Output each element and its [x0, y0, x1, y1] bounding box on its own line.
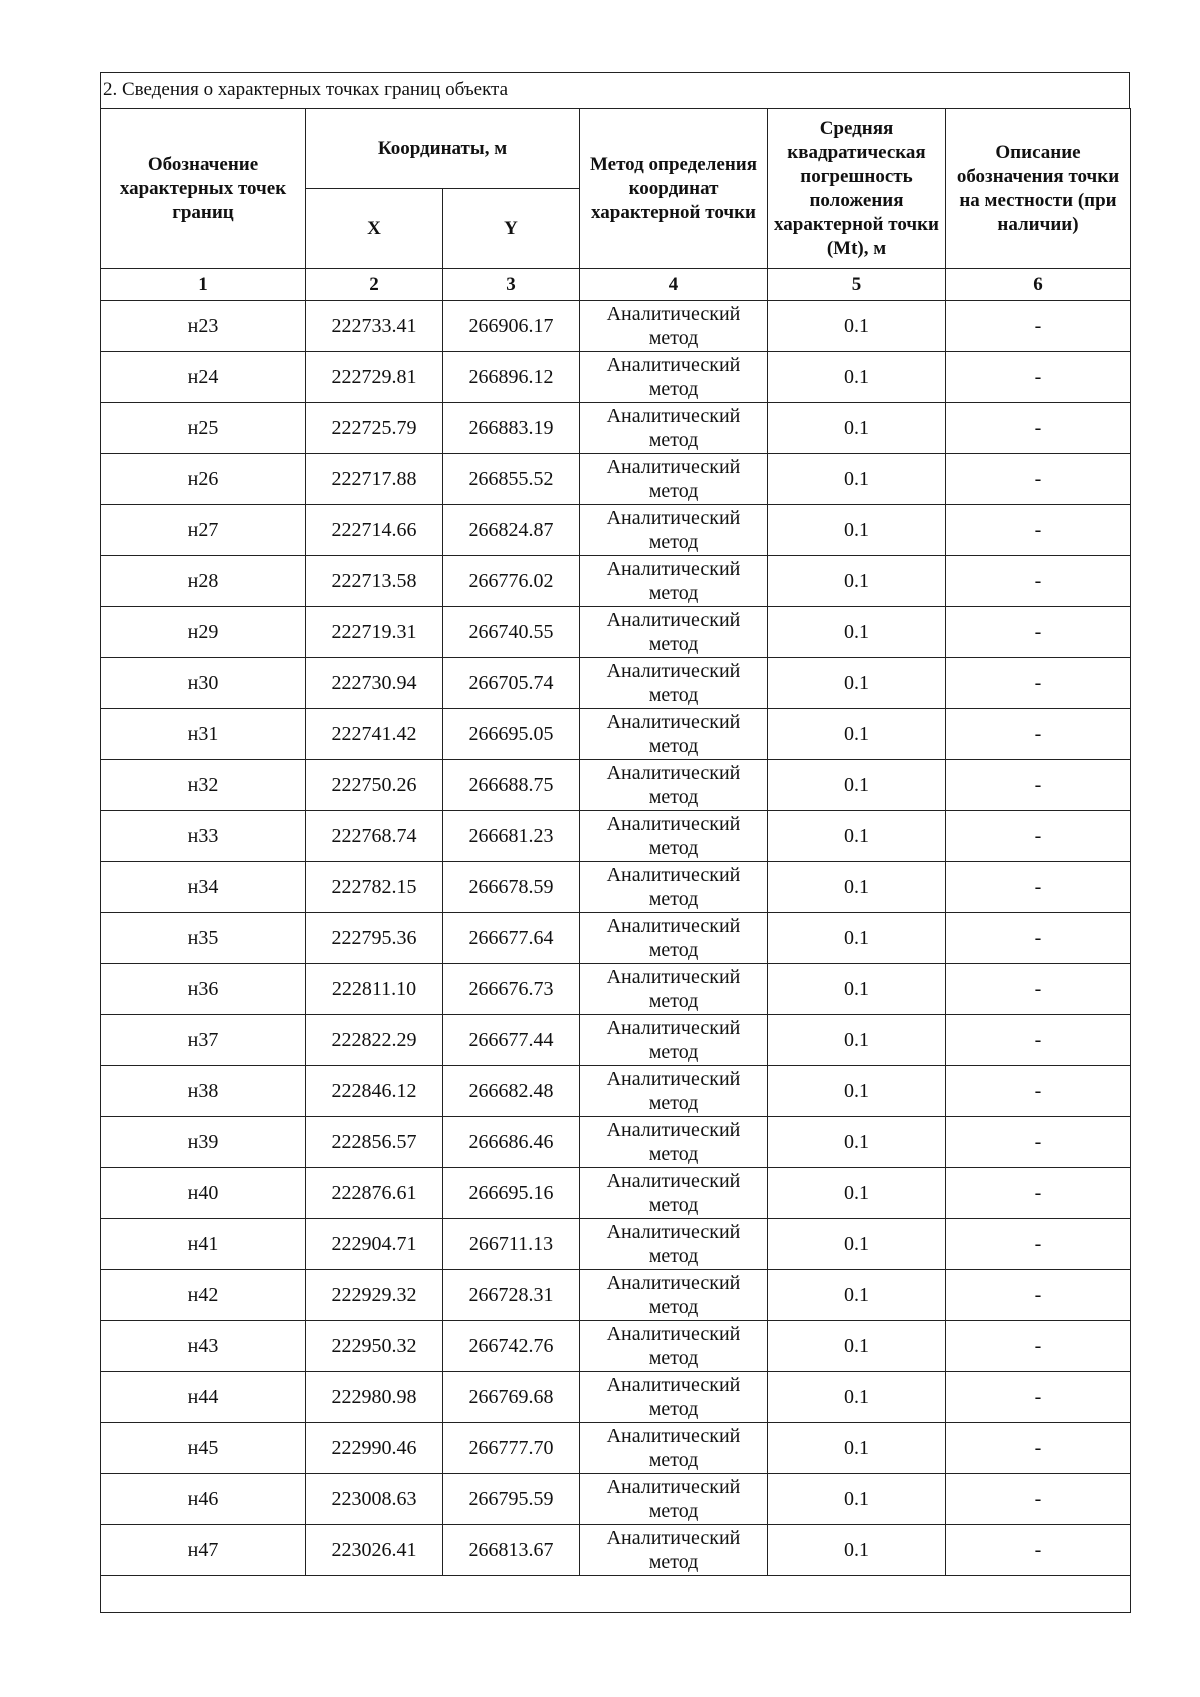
- description-cell: -: [946, 1168, 1131, 1219]
- description-cell: -: [946, 1117, 1131, 1168]
- y-cell: 266813.67: [443, 1525, 580, 1576]
- accuracy-cell: 0.1: [768, 760, 946, 811]
- accuracy-cell: 0.1: [768, 658, 946, 709]
- method-cell: Аналитический метод: [580, 1168, 768, 1219]
- x-cell: 222725.79: [306, 403, 443, 454]
- column-number: 6: [946, 269, 1131, 301]
- y-cell: 266695.05: [443, 709, 580, 760]
- boundary-points-sheet: [100, 72, 1130, 1613]
- description-cell: -: [946, 964, 1131, 1015]
- method-cell: Аналитический метод: [580, 1321, 768, 1372]
- table-row: [101, 454, 1131, 505]
- accuracy-cell: 0.1: [768, 1219, 946, 1270]
- description-cell: -: [946, 301, 1131, 352]
- table-row: [101, 760, 1131, 811]
- table-row: [101, 1474, 1131, 1525]
- description-cell: -: [946, 556, 1131, 607]
- y-cell: 266795.59: [443, 1474, 580, 1525]
- table-row: [101, 1066, 1131, 1117]
- accuracy-cell: 0.1: [768, 1423, 946, 1474]
- y-cell: 266705.74: [443, 658, 580, 709]
- method-cell: Аналитический метод: [580, 556, 768, 607]
- x-cell: 222846.12: [306, 1066, 443, 1117]
- point-cell: н28: [101, 556, 306, 607]
- method-cell: Аналитический метод: [580, 1474, 768, 1525]
- table-row: [101, 1321, 1131, 1372]
- method-cell: Аналитический метод: [580, 607, 768, 658]
- method-cell: Аналитический метод: [580, 403, 768, 454]
- x-cell: 222714.66: [306, 505, 443, 556]
- point-cell: н46: [101, 1474, 306, 1525]
- y-cell: 266686.46: [443, 1117, 580, 1168]
- column-number: 2: [306, 269, 443, 301]
- table-row: [101, 1525, 1131, 1576]
- point-cell: н44: [101, 1372, 306, 1423]
- y-cell: 266711.13: [443, 1219, 580, 1270]
- y-cell: 266883.19: [443, 403, 580, 454]
- description-cell: -: [946, 352, 1131, 403]
- description-cell: -: [946, 505, 1131, 556]
- point-cell: н36: [101, 964, 306, 1015]
- header-point-designation: Обозначение характерных точек границ: [101, 109, 306, 269]
- point-cell: н35: [101, 913, 306, 964]
- accuracy-cell: 0.1: [768, 1270, 946, 1321]
- point-cell: н38: [101, 1066, 306, 1117]
- x-cell: 223026.41: [306, 1525, 443, 1576]
- method-cell: Аналитический метод: [580, 1066, 768, 1117]
- x-cell: 222741.42: [306, 709, 443, 760]
- table-row: [101, 505, 1131, 556]
- point-cell: н32: [101, 760, 306, 811]
- y-cell: 266855.52: [443, 454, 580, 505]
- x-cell: 222822.29: [306, 1015, 443, 1066]
- x-cell: 222782.15: [306, 862, 443, 913]
- accuracy-cell: 0.1: [768, 1168, 946, 1219]
- method-cell: Аналитический метод: [580, 1372, 768, 1423]
- y-cell: 266676.73: [443, 964, 580, 1015]
- description-cell: -: [946, 913, 1131, 964]
- accuracy-cell: 0.1: [768, 1066, 946, 1117]
- y-cell: 266769.68: [443, 1372, 580, 1423]
- accuracy-cell: 0.1: [768, 1015, 946, 1066]
- y-cell: 266742.76: [443, 1321, 580, 1372]
- accuracy-cell: 0.1: [768, 556, 946, 607]
- x-cell: 223008.63: [306, 1474, 443, 1525]
- accuracy-cell: 0.1: [768, 913, 946, 964]
- x-cell: 222750.26: [306, 760, 443, 811]
- header-accuracy: Средняя квадратическая погрешность положения характерной точки (Mt), м: [768, 109, 946, 269]
- empty-footer-row: [101, 1576, 1131, 1613]
- method-cell: Аналитический метод: [580, 1219, 768, 1270]
- point-cell: н42: [101, 1270, 306, 1321]
- point-cell: н26: [101, 454, 306, 505]
- table-row: [101, 556, 1131, 607]
- table-row: [101, 1423, 1131, 1474]
- x-cell: 222733.41: [306, 301, 443, 352]
- description-cell: -: [946, 1525, 1131, 1576]
- accuracy-cell: 0.1: [768, 352, 946, 403]
- description-cell: -: [946, 709, 1131, 760]
- x-cell: 222980.98: [306, 1372, 443, 1423]
- table-body: [101, 301, 1131, 1576]
- y-cell: 266677.44: [443, 1015, 580, 1066]
- y-cell: 266678.59: [443, 862, 580, 913]
- description-cell: -: [946, 1321, 1131, 1372]
- description-cell: -: [946, 760, 1131, 811]
- x-cell: 222929.32: [306, 1270, 443, 1321]
- y-cell: 266695.16: [443, 1168, 580, 1219]
- section-title: 2. Сведения о характерных точках границ объекта: [100, 72, 1130, 108]
- accuracy-cell: 0.1: [768, 964, 946, 1015]
- column-number: 1: [101, 269, 306, 301]
- table-row: [101, 1168, 1131, 1219]
- header-method: Метод определения координат характерной точки: [580, 109, 768, 269]
- method-cell: Аналитический метод: [580, 454, 768, 505]
- description-cell: -: [946, 607, 1131, 658]
- accuracy-cell: 0.1: [768, 505, 946, 556]
- point-cell: н25: [101, 403, 306, 454]
- x-cell: 222811.10: [306, 964, 443, 1015]
- x-cell: 222729.81: [306, 352, 443, 403]
- point-cell: н34: [101, 862, 306, 913]
- accuracy-cell: 0.1: [768, 811, 946, 862]
- table-row: [101, 352, 1131, 403]
- x-cell: 222904.71: [306, 1219, 443, 1270]
- table-row: [101, 1219, 1131, 1270]
- x-cell: 222876.61: [306, 1168, 443, 1219]
- boundary-points-table: [100, 108, 1131, 1613]
- description-cell: -: [946, 1066, 1131, 1117]
- point-cell: н27: [101, 505, 306, 556]
- column-number: 5: [768, 269, 946, 301]
- y-cell: 266776.02: [443, 556, 580, 607]
- method-cell: Аналитический метод: [580, 862, 768, 913]
- column-number: 3: [443, 269, 580, 301]
- x-cell: 222990.46: [306, 1423, 443, 1474]
- table-row: [101, 709, 1131, 760]
- method-cell: Аналитический метод: [580, 1525, 768, 1576]
- point-cell: н40: [101, 1168, 306, 1219]
- point-cell: н23: [101, 301, 306, 352]
- method-cell: Аналитический метод: [580, 913, 768, 964]
- accuracy-cell: 0.1: [768, 403, 946, 454]
- y-cell: 266824.87: [443, 505, 580, 556]
- method-cell: Аналитический метод: [580, 1423, 768, 1474]
- point-cell: н24: [101, 352, 306, 403]
- x-cell: 222856.57: [306, 1117, 443, 1168]
- table-row: [101, 811, 1131, 862]
- description-cell: -: [946, 403, 1131, 454]
- method-cell: Аналитический метод: [580, 1015, 768, 1066]
- x-cell: 222719.31: [306, 607, 443, 658]
- description-cell: -: [946, 1474, 1131, 1525]
- table-row: [101, 403, 1131, 454]
- point-cell: н29: [101, 607, 306, 658]
- y-cell: 266677.64: [443, 913, 580, 964]
- table-row: [101, 1270, 1131, 1321]
- header-coordinates: Координаты, м: [306, 109, 580, 189]
- accuracy-cell: 0.1: [768, 1525, 946, 1576]
- header-description: Описание обозначения точки на местности (при наличии): [946, 109, 1131, 269]
- point-cell: н37: [101, 1015, 306, 1066]
- point-cell: н33: [101, 811, 306, 862]
- y-cell: 266682.48: [443, 1066, 580, 1117]
- method-cell: Аналитический метод: [580, 658, 768, 709]
- column-number: 4: [580, 269, 768, 301]
- point-cell: н41: [101, 1219, 306, 1270]
- method-cell: Аналитический метод: [580, 709, 768, 760]
- table-row: [101, 913, 1131, 964]
- y-cell: 266740.55: [443, 607, 580, 658]
- description-cell: -: [946, 454, 1131, 505]
- empty-cell: [101, 1576, 1131, 1613]
- x-cell: 222717.88: [306, 454, 443, 505]
- method-cell: Аналитический метод: [580, 1270, 768, 1321]
- table-row: [101, 862, 1131, 913]
- accuracy-cell: 0.1: [768, 1372, 946, 1423]
- description-cell: -: [946, 811, 1131, 862]
- x-cell: 222730.94: [306, 658, 443, 709]
- table-row: [101, 1372, 1131, 1423]
- table-row: [101, 1117, 1131, 1168]
- point-cell: н47: [101, 1525, 306, 1576]
- header-y: Y: [443, 189, 580, 269]
- description-cell: -: [946, 1372, 1131, 1423]
- x-cell: 222713.58: [306, 556, 443, 607]
- table-row: [101, 658, 1131, 709]
- method-cell: Аналитический метод: [580, 352, 768, 403]
- description-cell: -: [946, 1423, 1131, 1474]
- point-cell: н30: [101, 658, 306, 709]
- y-cell: 266906.17: [443, 301, 580, 352]
- description-cell: -: [946, 1270, 1131, 1321]
- point-cell: н43: [101, 1321, 306, 1372]
- method-cell: Аналитический метод: [580, 811, 768, 862]
- y-cell: 266728.31: [443, 1270, 580, 1321]
- x-cell: 222795.36: [306, 913, 443, 964]
- x-cell: 222768.74: [306, 811, 443, 862]
- accuracy-cell: 0.1: [768, 607, 946, 658]
- description-cell: -: [946, 658, 1131, 709]
- accuracy-cell: 0.1: [768, 454, 946, 505]
- header-x: X: [306, 189, 443, 269]
- table-row: [101, 1015, 1131, 1066]
- accuracy-cell: 0.1: [768, 1474, 946, 1525]
- y-cell: 266681.23: [443, 811, 580, 862]
- point-cell: н31: [101, 709, 306, 760]
- table-row: [101, 964, 1131, 1015]
- x-cell: 222950.32: [306, 1321, 443, 1372]
- point-cell: н39: [101, 1117, 306, 1168]
- y-cell: 266688.75: [443, 760, 580, 811]
- method-cell: Аналитический метод: [580, 760, 768, 811]
- table-row: [101, 301, 1131, 352]
- description-cell: -: [946, 1015, 1131, 1066]
- table-row: [101, 607, 1131, 658]
- description-cell: -: [946, 1219, 1131, 1270]
- description-cell: -: [946, 862, 1131, 913]
- column-number-row: [101, 269, 1131, 301]
- y-cell: 266896.12: [443, 352, 580, 403]
- accuracy-cell: 0.1: [768, 301, 946, 352]
- method-cell: Аналитический метод: [580, 505, 768, 556]
- accuracy-cell: 0.1: [768, 862, 946, 913]
- point-cell: н45: [101, 1423, 306, 1474]
- method-cell: Аналитический метод: [580, 964, 768, 1015]
- method-cell: Аналитический метод: [580, 301, 768, 352]
- accuracy-cell: 0.1: [768, 709, 946, 760]
- method-cell: Аналитический метод: [580, 1117, 768, 1168]
- y-cell: 266777.70: [443, 1423, 580, 1474]
- accuracy-cell: 0.1: [768, 1321, 946, 1372]
- accuracy-cell: 0.1: [768, 1117, 946, 1168]
